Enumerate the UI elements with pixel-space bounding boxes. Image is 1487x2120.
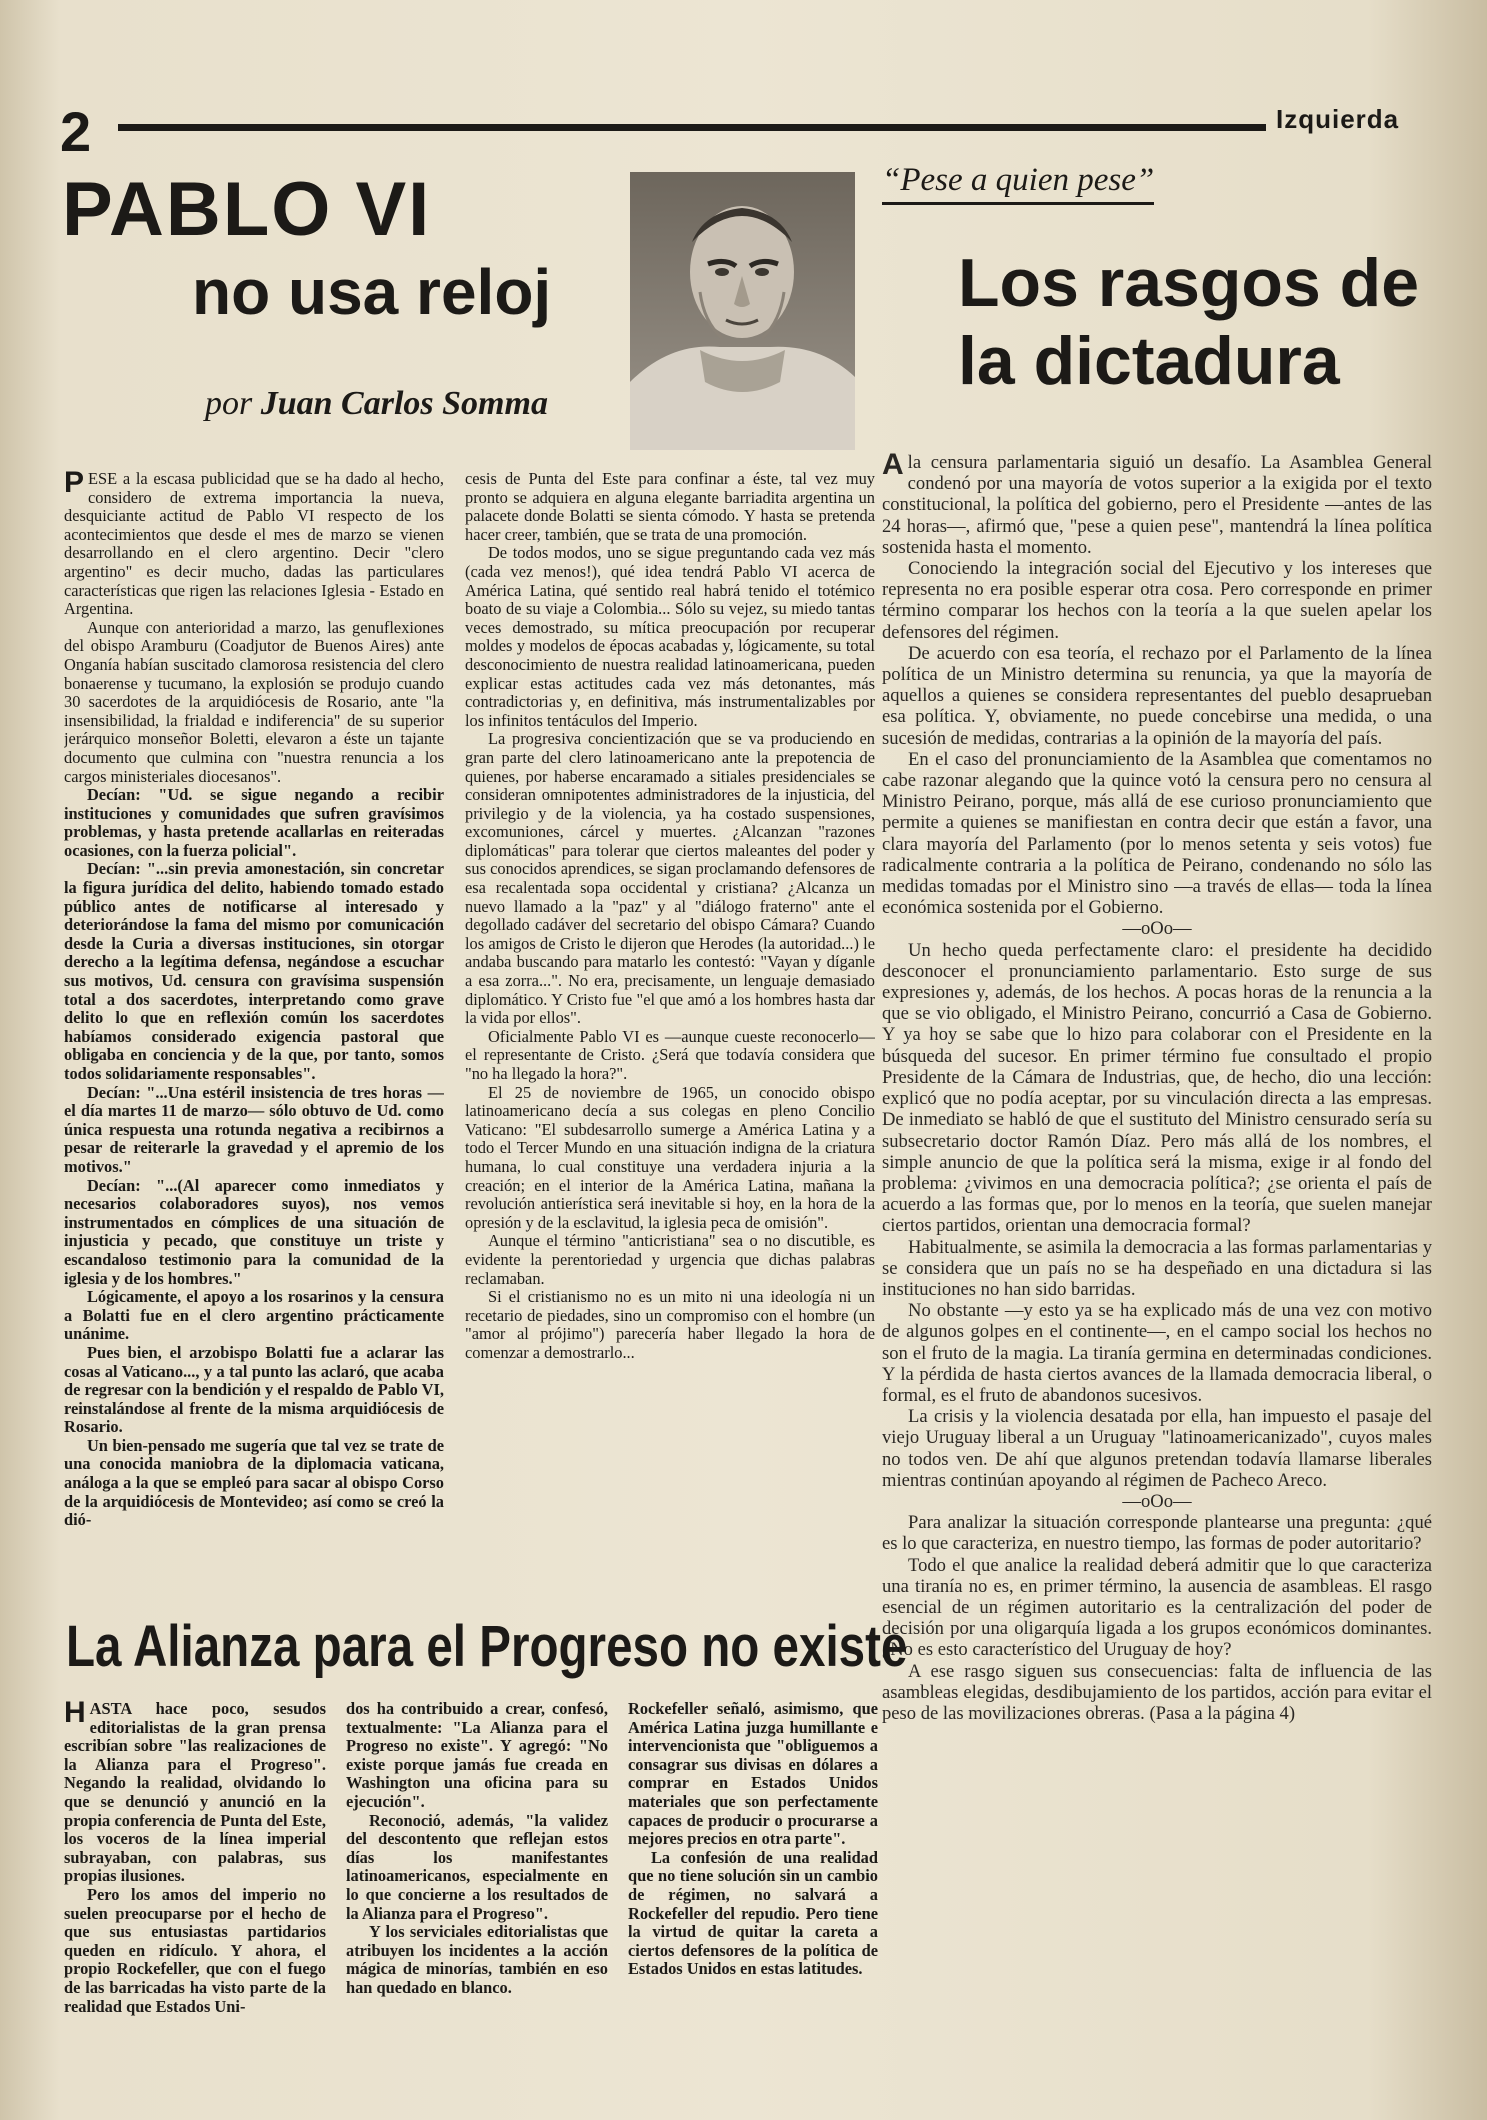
article-paragraph: Decían: "...sin previa amonestación, sin concretar la figura jurídica del delito, habiendo tomado estado público antes de notificarse al interesado y deteriorándose la fama del mismo por comunicación desde la Curia a diversas instituciones, sin otorgar derecho a la legítima defensa, negándose a escuchar sus motivos, Ud. censura con gravísima suspensión total a dos sacerdotes, interpretando como grave delito lo que en reflexión común los sacerdotes habíamos considerado exigencia pastoral que obligaba en conciencia y de la que, por tanto, somos todos solidariamente responsables". — [64, 859, 444, 1083]
dropcap: H — [64, 1700, 86, 1729]
article-paragraph: Habitualmente, se asimila la democracia a las formas parlamentarias y se considera que un país no se ha despeñado en una dictadura si las instituciones no han sido barridas. — [882, 1236, 1432, 1300]
article1-title-line1: PABLO VI — [62, 167, 432, 252]
article-paragraph: Un bien-pensado me sugería que tal vez se trate de una conocida maniobra de la diplomacia vaticana, análoga a la que se empleó para sacar al obispo Corso de la arquidiócesis de Montevideo; así como se creó la dió- — [64, 1435, 444, 1530]
article2-kicker: “Pese a quien pese” — [882, 160, 1154, 205]
article2-title-line2: la dictadura — [958, 323, 1340, 399]
article-paragraph: No obstante —y esto ya se ha explicado más de una vez con motivo de algunos golpes en el continente—, en el campo social los hechos no son el fruto de la magia. La tiranía germina en determinadas condiciones. Y la pérdida de hasta ciertos avances de la llamada democracia liberal, o formal, es el fruto de abandonos sucesivos. — [882, 1300, 1432, 1406]
article-paragraph: HASTA hace poco, sesudos editorialistas de la gran prensa escribían sobre "las realizaciones de la Alianza para el Progreso". Negando la realidad, olvidando lo que se denunció y anunció en la propia conferencia de Punta del Este, los voceros de la línea imperial subrayaban, con palabras, sus propias ilusiones. — [64, 1700, 326, 1886]
article-paragraph: Pero los amos del imperio no suelen preocuparse por el hecho de que sus entusiastas partidarios queden en ridículo. Y ahora, el propio Rockefeller, que con el fuego de las barricadas ha visto parte de la realidad que Estados Uni- — [64, 1884, 326, 2016]
article-paragraph: Ala censura parlamentaria siguió un desafío. La Asamblea General condenó por una mayoría de votos superior a la exigida por el texto constitucional, la política del gobierno, pero el Presidente —antes de las 24 horas—, afirmó que, "pese a quien pese", mantendrá la línea política sostenida hasta el momento. — [882, 452, 1432, 558]
article-paragraph: Todo el que analice la realidad deberá admitir que lo que caracteriza una tiranía no es, en primer término, la ausencia de asambleas. El rasgo esencial de un régimen autoritario es la centralización del poder de decisión por una oligarquía ligada a los grupos económicos dominantes. ¿No es esto característico del Uruguay de hoy? — [882, 1554, 1432, 1661]
article-paragraph: De acuerdo con esa teoría, el rechazo por el Parlamento de la línea política de un Ministro determina su renuncia, ya que la mayoría de aquellos a quienes se considera representantes del pueblo desaprueban esa política. Y, obviamente, no puede concebirse una medida, o una sucesión de medidas, contrarias a la opinión de la mayoría del país. — [882, 642, 1432, 749]
article-paragraph: dos ha contribuido a crear, confesó, textualmente: "La Alianza para el Progreso no existe". Y agregó: "No existe porque jamás fue creada en Washington una oficina para su ejecución". — [346, 1700, 608, 1811]
article-paragraph: PESE a la escasa publicidad que se ha dado al hecho, considero de extrema importancia la nueva, desquiciante actitud de Pablo VI respecto de los acontecimientos que desde el mes de marzo se vienen desarrollando en el clero argentino. Decir "clero argentino" es decir mucho, dadas las particulares características que rigen las relaciones Iglesia - Estado en Argentina. — [64, 470, 444, 619]
article-paragraph: En el caso del pronunciamiento de la Asamblea que comentamos no cabe razonar alegando que la quince votó la censura pero no censura al Ministro Peirano, porque, más allá de ese curioso pronunciamiento que permite a quienes se manifiestan en contra decir que están a favor, una clara mayoría del Parlamento (por lo menos setenta y seis votos) fue radicalmente contraria a la política de Peirano, condenando no sólo las medidas tomadas por el Ministro sino —a través de ellas— toda la línea económica sostenida por el Gobierno. — [882, 748, 1432, 919]
article-paragraph: De todos modos, uno se sigue preguntando cada vez más (cada vez menos!), qué idea tendrá Pablo VI acerca de América Latina, qué sentido real habrá tenido el totémico boato de su viaje a Colombia... Sólo su vejez, su miedo tantas veces demostrado, su mítica preocupación por recuperar moldes y modelos de épocas acabadas y, lógicamente, su total desconocimiento de nuestra realidad latinoamericana, pueden explicar estas actitudes cada vez más detonantes, más contradictorias y, en definitiva, más instrumentalizables por los infinitos tentáculos del Imperio. — [465, 543, 875, 730]
article-paragraph: Si el cristianismo no es un mito ni una ideología ni un recetario de piedades, sino un compromiso con el hombre (un "amor al prójimo") parecería haber llegado la hora de comenzar a demostrarlo... — [465, 1287, 875, 1362]
article1-column2 — [465, 470, 875, 1600]
article3-column2 — [346, 1700, 608, 2100]
article1-byline — [205, 384, 548, 424]
article-paragraph: Aunque el término "anticristiana" sea o no discutible, es evidente la perentoriedad y urgencia que dichas palabras reclamaban. — [465, 1231, 875, 1288]
article-paragraph: La progresiva concientización que se va produciendo en gran parte del clero latinoamericano ante la prepotencia de quienes, por haberse encaramado a sitiales presidenciales se consideran omnipotentes administradores de la injusticia, del privilegio y de la violencia, ya ha costado suspensiones, excomuniones, cárcel y muertes. ¿Alcanzan "razones diplomáticas" para tolerar que ciertos maleantes del poder y sus conocidos aprendices, se sigan proclamando defensores de esa recalentada sopa occidental y cristiana? ¿Alcanza un nuevo llamado a la "paz" y al "diálogo fraterno" ante el degollado cadáver del secretario del obispo Cámara? Cuando los amigos de Cristo le dijeron que Herodes (la autoridad...) le andaba buscando para matarlo les contestó: "Vayan y díganle a esa zorra...". No era, precisamente, un lenguaje demasiado diplomático. Y Cristo fue "el que amó a los hombres hasta dar la vida por ellos". — [465, 729, 875, 1028]
header-rule — [118, 124, 1266, 131]
article-paragraph: Decían: "...(Al aparecer como inmediatos y necesarios colaboradores suyos), nos vemos instrumentados en cómplices de una situación de injusticia y pecado, que constituye un triste y escandaloso testimonio para la comunidad de la iglesia y de los hombres." — [64, 1175, 444, 1288]
dropcap: P — [64, 470, 85, 499]
article-paragraph: Oficialmente Pablo VI es —aunque cueste reconocerlo— el representante de Cristo. ¿Será que todavía considera que "no ha llegado la hora?". — [465, 1026, 875, 1083]
article-paragraph: Aunque con anterioridad a marzo, las genuflexiones del obispo Aramburu (Coadjutor de Buenos Aires) ante Onganía habían suscitado clamorosa resistencia del clero bonaerense y tucumano, la explosión se produjo cuando 30 sacerdotes de la arquidiócesis de Rosario, ante "la insensibilidad, la frialdad e indiferencia" de su superior jerárquico monseñor Boletti, elevaron a éste un tajante documento que culmina con "nuestra renuncia a los cargos ministeriales diocesanos". — [64, 617, 444, 786]
article-paragraph: Conociendo la integración social del Ejecutivo y los intereses que representa no era posible esperar otra cosa. Pero corresponde en primer término comparar los hechos con la teoría a la que suelen apelar los defensores del régimen. — [882, 558, 1432, 643]
article-paragraph: A ese rasgo siguen sus consecuencias: falta de influencia de las asambleas elegidas, desdibujamiento de los partidos, acción para evitar el peso de las movilizaciones obreras. (Pasa a la página 4) — [882, 1660, 1432, 1724]
portrait-photo — [630, 172, 855, 450]
article-paragraph: Decían: "Ud. se sigue negando a recibir instituciones y comunidades que sufren gravísimos problemas, y hasta pretende acallarlas en reiteradas ocasiones, con la fuerza policial". — [64, 785, 444, 860]
article-paragraph: La confesión de una realidad que no tiene solución sin un cambio de régimen, no salvará a Rockefeller del repudio. Pero tiene la virtud de quitar la careta a ciertos defensores de la política de Estados Unidos en estas latitudes. — [628, 1847, 878, 1979]
article-paragraph: Rockefeller señaló, asimismo, que América Latina juzga humillante e intervencionista que "obliguemos a consagrar sus divisas en dólares a comprar en Estados Unidos materiales que son perfectamente capaces de producir o procurarse a mejores precios en otra parte". — [628, 1700, 878, 1849]
byline-author: Juan Carlos Somma — [260, 385, 548, 422]
article3-title: La Alianza para el Progreso no existe — [66, 1614, 908, 1679]
section-divider: —oOo— — [1122, 918, 1192, 940]
page-number: 2 — [60, 100, 92, 163]
byline-prefix: por — [205, 385, 253, 422]
article-paragraph: Pues bien, el arzobispo Bolatti fue a aclarar las cosas al Vaticano..., y a tal punto las aclaró, que acaba de regresar con la bendición y el respaldo de Pablo VI, reinstalándose al frente de la misma arquidiócesis de Rosario. — [64, 1342, 444, 1437]
article-paragraph: Decían: "...Una estéril insistencia de tres horas —el día martes 11 de marzo— sólo obtuvo de Ud. como única respuesta una rotunda negativa a recibirnos a pesar de reiterarle la gravedad y el apremio de los motivos." — [64, 1082, 444, 1176]
article-paragraph: Para analizar la situación corresponde plantearse una pregunta: ¿qué es lo que caracteriza, en nuestro tiempo, las formas de poder autoritario? — [882, 1512, 1432, 1555]
article1-column1 — [64, 470, 444, 1600]
article-paragraph: El 25 de noviembre de 1965, un conocido obispo latinoamericano decía a sus colegas en pleno Concilio Vaticano: "El subdesarrollo sumerge a América Latina y a todo el Tercer Mundo en una situación indigna de la criatura humana, lo cual constituye una verdadera injuria a la creación; en el interior de la América Latina, mañana la revolución antierística será inevitable si hoy, en la hora de la opresión y de la esclavitud, la iglesia peca de omisión". — [465, 1082, 875, 1232]
dropcap: A — [882, 452, 904, 481]
section-divider: —oOo— — [1122, 1490, 1192, 1512]
article2-title — [958, 244, 1419, 400]
article-paragraph: La crisis y la violencia desatada por ella, han impuesto el pasaje del viejo Uruguay liberal a un Uruguay "latinoamericanizado", cuyos males no todos ven. De ahí que algunos pretendan todavía llamarse liberales mientras continúan apoyando al régimen de Pacheco Areco. — [882, 1406, 1432, 1491]
article3-column3 — [628, 1700, 878, 2100]
article-paragraph: Un hecho queda perfectamente claro: el presidente ha decidido desconocer el pronunciamiento parlamentario. Esto surge de sus expresiones y, además, de los hechos. A pocas horas de la renuncia a la que se vio obligado, el Ministro Peirano, concurrió a Casa de Gobierno. Y ya hoy se sabe que lo hizo para colaborar con el Presidente en la búsqueda del sucesor. En primer término fue consultado el propio Presidente de la Cámara de Industrias, que, de hecho, dio una lección: explicó que no podía aceptar, por su vinculación directa a las empresas. De inmediato se habló de que el sustituto del Ministro censurado sería su subsecretario doctor Ramón Díaz. Pero más allá de los nombres, el simple anuncio de que la política será la misma, exige ir al fondo del problema: ¿vivimos en una democracia política?; ¿se orienta el país de acuerdo a las formas que, por lo menos en la teoría, que suelen manejar ciertos partidos, orientan una democracia formal? — [882, 939, 1432, 1237]
article-paragraph: Reconoció, además, "la validez del descontento que reflejan estos días los manifestantes latinoamericanos, especialmente en lo que concierne a los resultados de la Alianza para el Progreso". — [346, 1810, 608, 1923]
article1-title-line2: no usa reloj — [192, 256, 552, 328]
article-paragraph: Y los serviciales editorialistas que atribuyen los incidentes a la acción mágica de minorías, también en eso han quedado en blanco. — [346, 1922, 608, 1997]
publication-name: Izquierda — [1276, 104, 1400, 134]
article2-title-line1: Los rasgos de — [958, 245, 1420, 321]
article2-column — [882, 452, 1432, 1952]
article-paragraph: cesis de Punta del Este para confinar a éste, tal vez muy pronto se adquiera en alguna elegante barriadita argentina un palacete donde Bolatti se sienta cómodo. Y hasta se pretenda hacer creer, también, que se trata de una promoción. — [465, 470, 875, 544]
article3-column1 — [64, 1700, 326, 2100]
article-paragraph: Lógicamente, el apoyo a los rosarinos y la censura a Bolatti fue en el clero argentino prácticamente unánime. — [64, 1287, 444, 1344]
